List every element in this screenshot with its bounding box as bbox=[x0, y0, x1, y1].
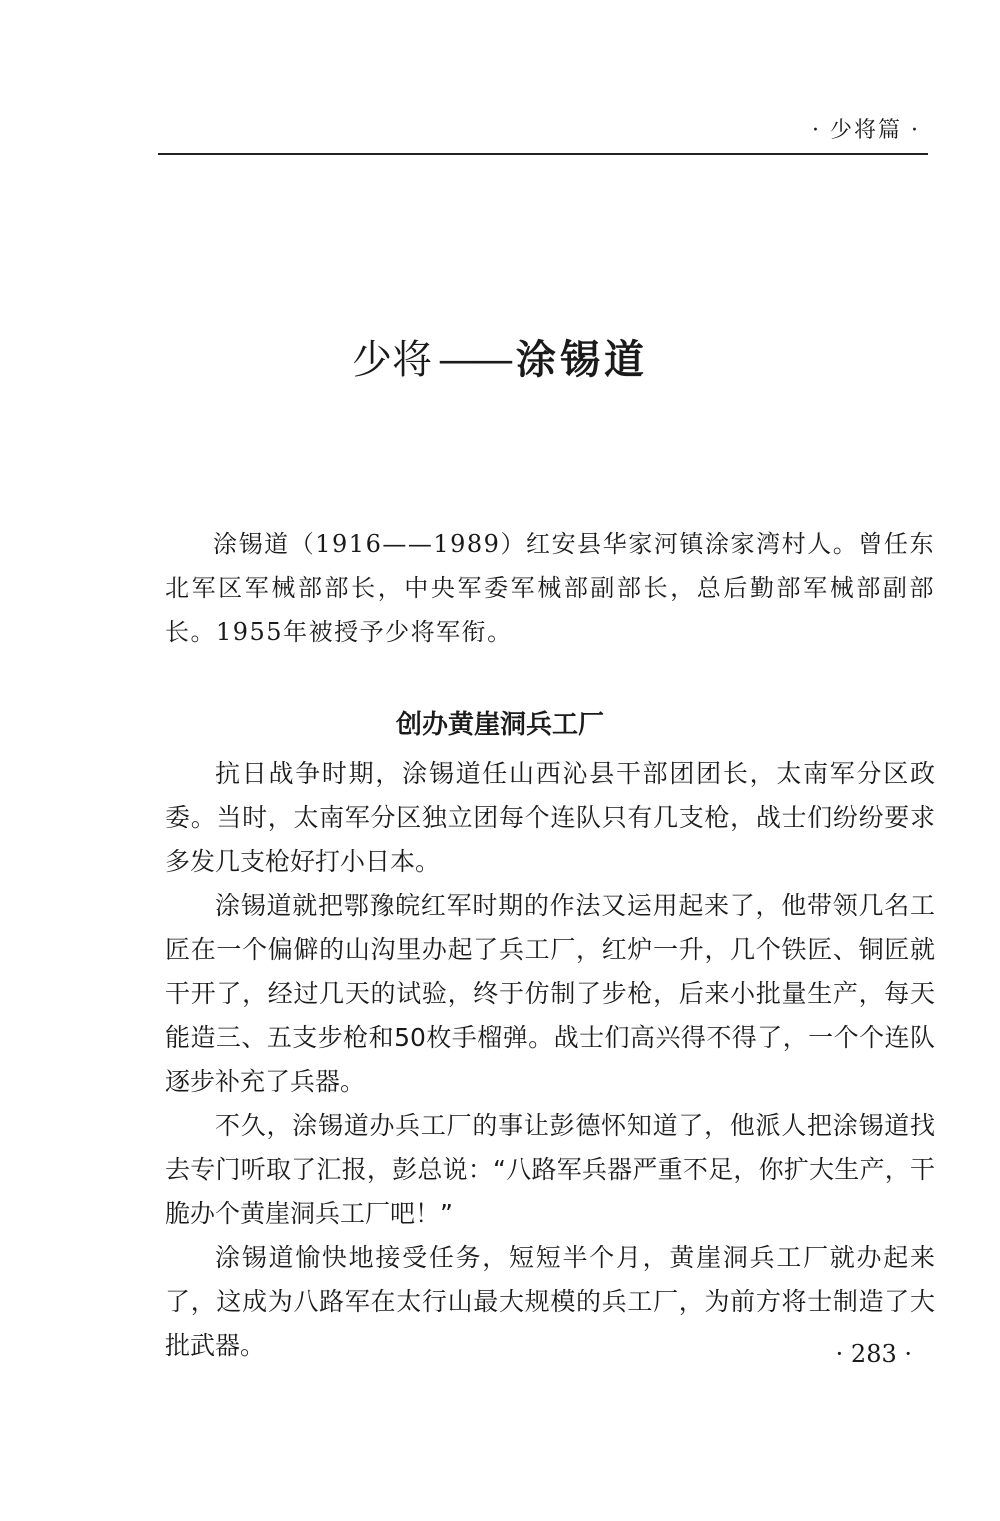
chapter-title bbox=[0, 328, 1000, 385]
intro-paragraph: 涂锡道（1916——1989）红安县华家河镇涂家湾村人。曾任东北军区军械部部长，中央军委军械部副部长，总后勤部军械部副部长。1955年被授予少将军衔。 bbox=[165, 530, 935, 646]
body-paragraph: 涂锡道愉快地接受任务，短短半个月，黄崖洞兵工厂就办起来了，这成为八路军在太行山最大规模的兵工厂，为前方将士制造了大批武器。 bbox=[165, 1243, 935, 1360]
section-heading: 创办黄崖洞兵工厂 bbox=[395, 710, 604, 740]
body-text bbox=[165, 752, 935, 1368]
running-header: · 少将篇 · bbox=[812, 118, 920, 143]
body-paragraph: 抗日战争时期，涂锡道任山西沁县干部团团长，太南军分区政委。当时，太南军分区独立团每个连队只有几支枪，战士们纷纷要求多发几支枪好打小日本。 bbox=[165, 759, 935, 876]
body-paragraph: 不久，涂锡道办兵工厂的事让彭德怀知道了，他派人把涂锡道找去专门听取了汇报，彭总说：“八路军兵器严重不足，你扩大生产，干脆办个黄崖洞兵工厂吧！” bbox=[165, 1111, 935, 1228]
chapter-title-dash: —— bbox=[438, 337, 510, 383]
header-rule bbox=[158, 153, 928, 155]
page-number: · 283 · bbox=[835, 1340, 912, 1368]
body-paragraph: 涂锡道就把鄂豫皖红军时期的作法又运用起来了，他带领几名工匠在一个偏僻的山沟里办起了兵工厂，红炉一升，几个铁匠、铜匠就干开了，经过几天的试验，终于仿制了步枪，后来小批量生产，每天能造三、五支步枪和50枚手榴弹。战士们高兴得不得了，一个个连队逐步补充了兵器。 bbox=[165, 891, 935, 1096]
chapter-title-name: 涂锡道 bbox=[516, 336, 648, 383]
chapter-title-rank: 少将 bbox=[352, 337, 432, 383]
